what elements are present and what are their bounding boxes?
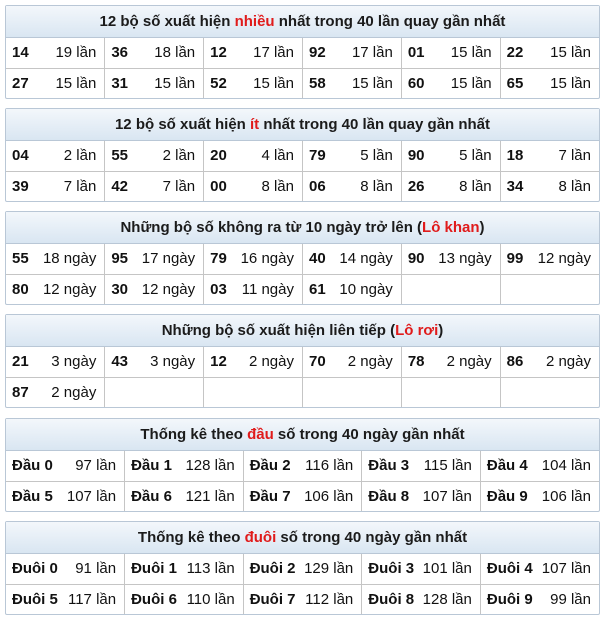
stat-cell bbox=[500, 244, 599, 274]
stat-count: 8 lần bbox=[261, 177, 294, 195]
stat-key: Đầu 2 bbox=[249, 457, 291, 475]
stat-cell bbox=[204, 141, 303, 171]
stat-key: 04 bbox=[12, 147, 29, 165]
table-row bbox=[6, 584, 599, 614]
stat-cell bbox=[6, 554, 125, 584]
stat-cell bbox=[362, 481, 481, 511]
stat-key: 55 bbox=[111, 147, 129, 165]
stat-key: 43 bbox=[111, 353, 129, 371]
stat-cell bbox=[6, 68, 105, 98]
stat-count: 116 lần bbox=[305, 457, 354, 475]
stat-count: 10 ngày bbox=[339, 280, 393, 298]
stat-key: 26 bbox=[407, 177, 425, 195]
stat-key: 70 bbox=[308, 353, 326, 371]
stat-count: 17 lần bbox=[253, 44, 294, 62]
stat-cell bbox=[480, 554, 599, 584]
stat-count: 12 ngày bbox=[141, 280, 196, 298]
stat-count: 106 lần bbox=[541, 487, 591, 505]
stat-count: 15 lần bbox=[253, 74, 294, 92]
stat-cell bbox=[204, 347, 303, 377]
stat-cell bbox=[480, 451, 599, 481]
stat-key: Đầu 7 bbox=[249, 487, 291, 505]
stat-key: Đầu 3 bbox=[368, 457, 410, 475]
stat-key: Đuôi 7 bbox=[249, 590, 296, 608]
stat-cell bbox=[125, 481, 244, 511]
stat-cell bbox=[6, 481, 125, 511]
stat-key: Đuôi 8 bbox=[368, 590, 415, 608]
stats-table bbox=[6, 554, 599, 614]
stat-key: 42 bbox=[111, 177, 129, 195]
stat-count: 110 lần bbox=[186, 590, 235, 608]
stat-key: 34 bbox=[506, 177, 524, 195]
stat-cell bbox=[105, 171, 204, 201]
stat-count: 2 ngày bbox=[51, 383, 97, 401]
stats-table bbox=[6, 347, 599, 407]
stat-count: 107 lần bbox=[541, 560, 591, 578]
stat-cell bbox=[6, 141, 105, 171]
stat-count: 113 lần bbox=[186, 560, 235, 578]
stat-key: 65 bbox=[506, 74, 524, 92]
stat-cell bbox=[204, 68, 303, 98]
table-row bbox=[6, 141, 599, 171]
stat-count: 15 lần bbox=[450, 44, 492, 62]
panel-title: Những bộ số không ra từ 10 ngày trở lên (Lô khan) bbox=[6, 212, 599, 244]
stat-cell bbox=[204, 377, 303, 407]
stat-count: 15 lần bbox=[550, 74, 591, 92]
stat-count: 15 lần bbox=[55, 74, 97, 92]
stat-count: 8 lần bbox=[558, 177, 591, 195]
stat-count: 99 lần bbox=[550, 590, 591, 608]
stat-cell bbox=[302, 38, 401, 68]
stat-cell bbox=[204, 171, 303, 201]
stat-key: Đuôi 2 bbox=[249, 560, 296, 578]
stat-cell bbox=[105, 377, 204, 407]
stat-count: 15 lần bbox=[450, 74, 492, 92]
stat-count: 91 lần bbox=[75, 560, 117, 578]
stat-count: 128 lần bbox=[185, 457, 235, 475]
stat-cell bbox=[401, 38, 500, 68]
stat-key: 58 bbox=[308, 74, 326, 92]
stat-key: 60 bbox=[407, 74, 425, 92]
stat-cell bbox=[500, 171, 599, 201]
stat-cell bbox=[480, 481, 599, 511]
most-frequent-panel bbox=[5, 5, 600, 99]
stat-key: 39 bbox=[12, 177, 29, 195]
stat-count: 2 lần bbox=[162, 147, 196, 165]
stat-cell bbox=[401, 141, 500, 171]
stat-count: 15 lần bbox=[351, 74, 393, 92]
stat-key: 99 bbox=[506, 250, 524, 268]
stat-key: 22 bbox=[506, 44, 524, 62]
stat-cell bbox=[500, 38, 599, 68]
stat-cell bbox=[401, 274, 500, 304]
stat-cell bbox=[204, 244, 303, 274]
stat-count: 8 lần bbox=[360, 177, 393, 195]
stat-key: Đầu 9 bbox=[486, 487, 528, 505]
stat-count: 3 ngày bbox=[150, 353, 196, 371]
stat-count: 107 lần bbox=[422, 487, 472, 505]
stat-count: 17 lần bbox=[351, 44, 393, 62]
stat-count: 7 lần bbox=[162, 177, 196, 195]
stat-count: 12 ngày bbox=[537, 250, 591, 268]
stat-cell bbox=[362, 554, 481, 584]
stat-key: 87 bbox=[12, 383, 29, 401]
stat-count: 2 lần bbox=[63, 147, 97, 165]
stat-cell bbox=[362, 584, 481, 614]
stat-cell bbox=[6, 274, 105, 304]
stat-count: 11 ngày bbox=[241, 280, 294, 298]
stat-cell bbox=[302, 141, 401, 171]
stat-cell bbox=[500, 377, 599, 407]
table-row bbox=[6, 554, 599, 584]
stat-cell bbox=[125, 554, 244, 584]
stat-cell bbox=[243, 584, 362, 614]
stat-count: 115 lần bbox=[423, 457, 472, 475]
stat-key: 01 bbox=[407, 44, 425, 62]
stat-count: 17 ngày bbox=[141, 250, 196, 268]
stat-key: 90 bbox=[407, 147, 425, 165]
stat-cell bbox=[204, 38, 303, 68]
stat-cell bbox=[105, 68, 204, 98]
stat-key: 86 bbox=[506, 353, 524, 371]
stat-key: 92 bbox=[308, 44, 326, 62]
stat-key: 36 bbox=[111, 44, 129, 62]
stat-cell bbox=[243, 554, 362, 584]
panel-title: 12 bộ số xuất hiện nhiều nhất trong 40 lần quay gần nhất bbox=[6, 6, 599, 38]
stat-cell bbox=[105, 274, 204, 304]
stat-cell bbox=[105, 141, 204, 171]
stat-cell bbox=[105, 38, 204, 68]
stat-key: Đuôi 4 bbox=[486, 560, 533, 578]
least-frequent-panel bbox=[5, 108, 600, 202]
stat-count: 7 lần bbox=[63, 177, 97, 195]
stat-count: 104 lần bbox=[541, 457, 591, 475]
stat-key: 06 bbox=[308, 177, 326, 195]
stat-key: 80 bbox=[12, 280, 29, 298]
stat-key: 18 bbox=[506, 147, 524, 165]
stat-count: 5 lần bbox=[360, 147, 393, 165]
table-row bbox=[6, 244, 599, 274]
stats-table bbox=[6, 244, 599, 304]
stat-key: Đầu 6 bbox=[131, 487, 172, 505]
stat-count: 2 ngày bbox=[545, 353, 591, 371]
stat-cell bbox=[500, 347, 599, 377]
stat-cell bbox=[401, 68, 500, 98]
stat-cell bbox=[500, 141, 599, 171]
stat-cell bbox=[302, 377, 401, 407]
stat-cell bbox=[243, 451, 362, 481]
stat-key: 79 bbox=[308, 147, 326, 165]
stat-cell bbox=[302, 274, 401, 304]
stat-cell bbox=[6, 244, 105, 274]
stat-key: Đuôi 3 bbox=[368, 560, 415, 578]
table-row bbox=[6, 451, 599, 481]
stat-key: 03 bbox=[210, 280, 227, 298]
stat-key: Đầu 8 bbox=[368, 487, 410, 505]
stat-cell bbox=[105, 347, 204, 377]
stat-cell bbox=[6, 347, 105, 377]
stat-key: 90 bbox=[407, 250, 425, 268]
stat-key: 20 bbox=[210, 147, 227, 165]
panel-title: 12 bộ số xuất hiện ít nhất trong 40 lần quay gần nhất bbox=[6, 109, 599, 141]
stat-key: Đuôi 6 bbox=[131, 590, 177, 608]
stat-cell bbox=[401, 377, 500, 407]
table-row bbox=[6, 38, 599, 68]
stat-key: 78 bbox=[407, 353, 425, 371]
stat-key: Đầu 5 bbox=[12, 487, 53, 505]
stat-key: Đầu 0 bbox=[12, 457, 53, 475]
stat-count: 121 lần bbox=[185, 487, 235, 505]
panel-title: Thống kê theo đuôi số trong 40 ngày gần nhất bbox=[6, 522, 599, 554]
stat-count: 18 ngày bbox=[42, 250, 97, 268]
table-row bbox=[6, 347, 599, 377]
stat-count: 112 lần bbox=[305, 590, 354, 608]
stat-cell bbox=[105, 244, 204, 274]
stat-cell bbox=[401, 171, 500, 201]
stat-cell bbox=[6, 377, 105, 407]
stat-key: 40 bbox=[308, 250, 326, 268]
stat-cell bbox=[362, 451, 481, 481]
stat-count: 15 lần bbox=[550, 44, 591, 62]
lo-roi-panel bbox=[5, 314, 600, 408]
stat-cell bbox=[6, 584, 125, 614]
stat-count: 14 ngày bbox=[339, 250, 393, 268]
stat-cell bbox=[6, 451, 125, 481]
stat-count: 107 lần bbox=[66, 487, 117, 505]
stat-count: 97 lần bbox=[75, 457, 117, 475]
stats-table bbox=[6, 141, 599, 201]
stat-key: 95 bbox=[111, 250, 129, 268]
stat-key: 27 bbox=[12, 74, 29, 92]
table-row bbox=[6, 68, 599, 98]
stat-count: 19 lần bbox=[55, 44, 97, 62]
stat-count: 2 ngày bbox=[446, 353, 492, 371]
stat-key: Đuôi 9 bbox=[486, 590, 533, 608]
stat-key: 31 bbox=[111, 74, 129, 92]
stats-table bbox=[6, 38, 599, 98]
stat-cell bbox=[401, 347, 500, 377]
stat-count: 18 lần bbox=[154, 44, 196, 62]
panel-title: Những bộ số xuất hiện liên tiếp (Lô rơi) bbox=[6, 315, 599, 347]
stat-cell bbox=[302, 68, 401, 98]
stat-key: Đuôi 1 bbox=[131, 560, 177, 578]
stat-count: 5 lần bbox=[459, 147, 492, 165]
stat-count: 8 lần bbox=[459, 177, 492, 195]
duoi-stats-panel bbox=[5, 521, 600, 615]
stat-cell bbox=[500, 68, 599, 98]
stat-count: 4 lần bbox=[261, 147, 294, 165]
stat-cell bbox=[125, 451, 244, 481]
stat-key: 79 bbox=[210, 250, 227, 268]
lo-khan-panel bbox=[5, 211, 600, 305]
panel-title: Thống kê theo đầu số trong 40 ngày gần nhất bbox=[6, 419, 599, 451]
stat-count: 7 lần bbox=[558, 147, 591, 165]
stat-key: 12 bbox=[210, 353, 227, 371]
stat-key: 61 bbox=[308, 280, 326, 298]
stat-key: 21 bbox=[12, 353, 29, 371]
stat-key: Đuôi 0 bbox=[12, 560, 58, 578]
stat-cell bbox=[302, 347, 401, 377]
dau-stats-panel bbox=[5, 418, 600, 512]
table-row bbox=[6, 377, 599, 407]
stat-count: 117 lần bbox=[67, 590, 117, 608]
stat-cell bbox=[125, 584, 244, 614]
stat-count: 2 ngày bbox=[347, 353, 393, 371]
stat-cell bbox=[480, 584, 599, 614]
table-row bbox=[6, 274, 599, 304]
stat-count: 12 ngày bbox=[42, 280, 97, 298]
stat-count: 129 lần bbox=[304, 560, 354, 578]
stat-cell bbox=[6, 171, 105, 201]
stat-count: 15 lần bbox=[154, 74, 196, 92]
stat-cell bbox=[500, 274, 599, 304]
stat-cell bbox=[243, 481, 362, 511]
stat-count: 128 lần bbox=[422, 590, 472, 608]
stat-key: 14 bbox=[12, 44, 29, 62]
table-row bbox=[6, 171, 599, 201]
stat-cell bbox=[401, 244, 500, 274]
stat-key: Đầu 1 bbox=[131, 457, 172, 475]
stat-cell bbox=[204, 274, 303, 304]
stat-key: 30 bbox=[111, 280, 129, 298]
stat-count: 3 ngày bbox=[51, 353, 97, 371]
stat-key: Đuôi 5 bbox=[12, 590, 58, 608]
stat-key: 55 bbox=[12, 250, 29, 268]
stat-cell bbox=[6, 38, 105, 68]
stat-key: Đầu 4 bbox=[486, 457, 528, 475]
table-row bbox=[6, 481, 599, 511]
stat-count: 106 lần bbox=[304, 487, 354, 505]
stats-table bbox=[6, 451, 599, 511]
stat-count: 13 ngày bbox=[438, 250, 492, 268]
stat-cell bbox=[302, 171, 401, 201]
stat-count: 101 lần bbox=[422, 560, 472, 578]
stat-key: 12 bbox=[210, 44, 227, 62]
stat-key: 00 bbox=[210, 177, 227, 195]
stat-cell bbox=[302, 244, 401, 274]
stat-key: 52 bbox=[210, 74, 227, 92]
stat-count: 16 ngày bbox=[240, 250, 294, 268]
stat-count: 2 ngày bbox=[248, 353, 294, 371]
